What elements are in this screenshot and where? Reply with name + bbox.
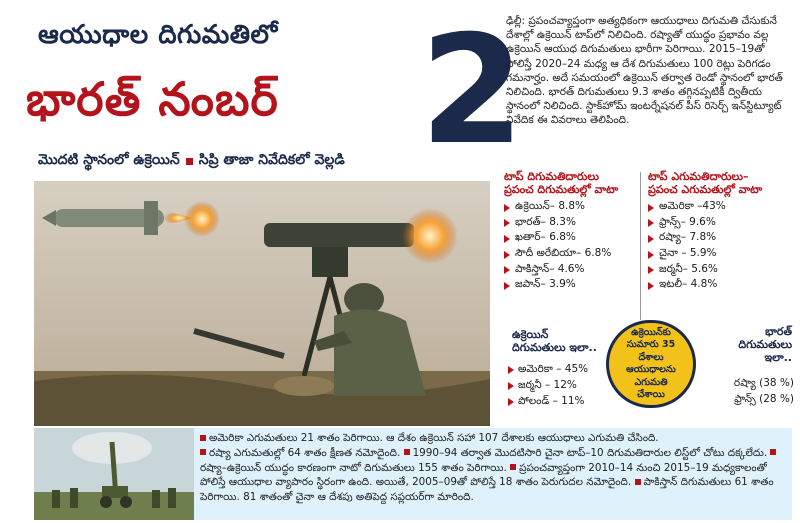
- triangle-bullet-icon: [648, 251, 654, 259]
- triangle-bullet-icon: [648, 235, 654, 243]
- list-item-text: పాకిస్తాన్– 4.6%: [515, 262, 585, 275]
- countries-badge: [606, 320, 696, 408]
- list-item: [504, 247, 634, 263]
- exporters-title-1: టాప్ ఎగుమతిదారులు–: [648, 170, 749, 183]
- list-item-text: అమెరికా – 45%: [518, 362, 589, 375]
- triangle-bullet-icon: [648, 204, 654, 212]
- triangle-bullet-icon: [504, 266, 510, 274]
- exporters-list: [648, 200, 788, 294]
- triangle-bullet-icon: [504, 251, 510, 259]
- highlight-4: రష్యా–ఉక్రెయిన్ యుద్ధం కారణంగా నాటో దిగుమతులు 155 శాతం పెరిగాయి.: [200, 461, 507, 474]
- list-item-text: రష్యా (38 %): [733, 376, 794, 389]
- list-item-text: సౌదీ అరేబియా– 6.8%: [515, 247, 612, 260]
- list-item: [648, 247, 788, 263]
- list-item-text: అమెరికా –43%: [659, 200, 726, 213]
- top-exporters-panel: [648, 170, 788, 294]
- artillery-photo: [34, 428, 194, 520]
- list-item-text: చైనా – 5.9%: [659, 247, 717, 260]
- badge-line: ఉక్రెయిన్‌కు: [631, 326, 671, 338]
- square-bullet-icon: [770, 449, 776, 455]
- list-item: [698, 376, 794, 392]
- list-item: [648, 262, 788, 278]
- importers-title-2: ప్రపంచ దిగుమతుల్లో వాటా: [504, 183, 619, 196]
- list-item: [648, 200, 788, 216]
- list-item: [648, 231, 788, 247]
- headline-rank-number: 2: [420, 4, 525, 178]
- square-bullet-icon: [510, 464, 516, 470]
- ukraine-title-line-2: దిగుమతులు ఇలా..: [512, 341, 597, 354]
- triangle-bullet-icon: [648, 282, 654, 290]
- hero-photo-missile-launch: [34, 181, 490, 426]
- headline-subline: [38, 152, 478, 171]
- highlight-1: అమెరికా ఎగుమతులు 21 శాతం పెరిగాయి. ఆ దేశం ఉక్రెయిన్ సహా 107 దేశాలకు ఆయుధాలు ఎగుమతి చేసింది.: [209, 432, 659, 444]
- top-importers-panel: [504, 170, 634, 294]
- list-item: [508, 378, 618, 394]
- intro-paragraph: ఢిల్లీ: ప్రపంచవ్యాప్తంగా అత్యధికంగా ఆయుధాలు దిగుమతి చేసుకునే దేశాల్లో ఉక్రెయిన్ టాప్‌లో నిలిచింది. రష్యాతో యుద్ధం ప్రభావం వల్ల ఉక్రెయిన్ ఆయుధ దిగుమతులు భారీగా పెరిగాయి. 2015–19తో పోలిస్తే 2020–24 మధ్య ఆ దేశ దిగుమతులు 100 రెట్లు పెరిగడం గమనార్హం. అదే సమయంలో ఉక్రెయిన్ తర్వాత రెండో స్థానంలో భారత్ నిలిచింది. భారత్ దిగుమతులు 9.3 శాతం తగ్గినప్పటికీ ద్వితీయ స్థానంలో నిలిచింది. స్టాక్‌హోమ్ ఇంటర్నేషనల్ పీస్ రిసెర్చ్ ఇన్‌స్టిట్యూట్ నివేదిక ఈ వివరాలు తెలిపింది.: [506, 15, 783, 127]
- india-imports-title: [706, 325, 792, 364]
- ukraine-title-line-1: ఉక్రెయిన్: [512, 328, 549, 341]
- square-bullet-icon: [635, 479, 641, 485]
- triangle-bullet-icon: [504, 282, 510, 290]
- list-item-text: పోలండ్ – 11%: [518, 394, 585, 407]
- list-item: [698, 392, 794, 408]
- list-item-text: జర్మనీ – 12%: [518, 378, 577, 391]
- badge-line: ఆయుధాలను: [626, 364, 676, 375]
- square-bullet-icon: [186, 158, 193, 165]
- square-bullet-icon: [200, 435, 206, 441]
- ukraine-imports-list: [508, 362, 618, 410]
- list-item-text: ఫ్రాన్స్ (28 %): [734, 392, 794, 405]
- triangle-bullet-icon: [508, 382, 514, 390]
- list-item: [508, 394, 618, 410]
- badge-text: [626, 327, 676, 402]
- highlight-3: 1990–94 తర్వాత మొదటిసారి చైనా టాప్–10 దిగుమతిదారుల లిస్ట్‌లో చోటు దక్కలేదు.: [412, 446, 768, 459]
- list-item: [504, 200, 634, 216]
- square-bullet-icon: [404, 449, 410, 455]
- badge-line: సుమారు 35: [626, 339, 676, 350]
- list-item: [648, 216, 788, 232]
- highlight-6: పాకిస్తాన్ దిగుమతులు 61 శాతం పెరిగాయి. 81 శాతంతో చైనా ఆ దేశపు అతిపెద్ద సప్లయర్‌గా మారింది.: [200, 476, 774, 504]
- headline-kicker: ఆయుధాల దిగుమతిలో: [38, 20, 278, 50]
- importers-list: [504, 200, 634, 294]
- list-item-text: ఖతార్– 6.8%: [515, 231, 576, 244]
- exporters-title-2: ప్రపంచ ఎగుమతుల్లో వాటా: [648, 183, 763, 196]
- badge-line: దేశాలు: [638, 351, 664, 363]
- list-item: [504, 262, 634, 278]
- badge-line: చేశాయి: [637, 389, 665, 400]
- column-divider: [640, 172, 641, 320]
- badge-line: ఎగుమతి: [634, 376, 668, 388]
- list-item: [504, 278, 634, 294]
- subline-part-2: సిప్రి తాజా నివేదికలో వెల్లడి: [198, 152, 345, 168]
- list-item-text: ఇటలీ– 4.8%: [659, 278, 718, 291]
- triangle-bullet-icon: [508, 366, 514, 374]
- india-title-line-3: ఇలా..: [764, 351, 792, 364]
- india-imports-list: [698, 376, 794, 408]
- triangle-bullet-icon: [648, 266, 654, 274]
- triangle-bullet-icon: [508, 398, 514, 406]
- triangle-bullet-icon: [648, 219, 654, 227]
- headline-title: భారత్ నంబర్: [26, 72, 279, 126]
- importers-title-1: టాప్ దిగుమతిదారులు: [504, 170, 599, 183]
- list-item: [504, 216, 634, 232]
- india-title-line-2: దిగుమతులు: [738, 338, 792, 351]
- list-item-text: ఉక్రెయిన్– 8.8%: [515, 200, 585, 213]
- ukraine-imports-title: [512, 328, 612, 354]
- list-item-text: ఫ్రాన్స్– 9.6%: [659, 215, 716, 228]
- highlight-2: రష్యా ఎగుమతుల్లో 64 శాతం క్షీణత నమోదైంది.: [209, 446, 401, 459]
- list-item: [648, 278, 788, 294]
- subline-part-1: మొదటి స్థానంలో ఉక్రెయిన్: [38, 152, 180, 168]
- bottom-highlights-text: [200, 431, 790, 505]
- triangle-bullet-icon: [504, 204, 510, 212]
- highlight-5: ప్రపంచవ్యాప్తంగా 2010–14 నుంచి 2015–19 మధ్యకాలంతో పోలిస్తే ఆయుధాల వ్యాపారం స్థిరంగా ఉంది. అయితే, 2005–09తో పోలిస్తే 18 శాతం పెరుగుదల నమోదైంది.: [200, 461, 767, 489]
- triangle-bullet-icon: [504, 219, 510, 227]
- india-title-line-1: భారత్: [765, 325, 792, 338]
- triangle-bullet-icon: [504, 235, 510, 243]
- list-item-text: జపాన్– 3.9%: [515, 278, 576, 291]
- list-item: [508, 362, 618, 378]
- list-item-text: రష్యా– 7.8%: [659, 231, 717, 244]
- list-item: [504, 231, 634, 247]
- list-item-text: జర్మనీ– 5.6%: [659, 262, 718, 275]
- square-bullet-icon: [200, 449, 206, 455]
- list-item-text: భారత్– 8.3%: [515, 215, 576, 228]
